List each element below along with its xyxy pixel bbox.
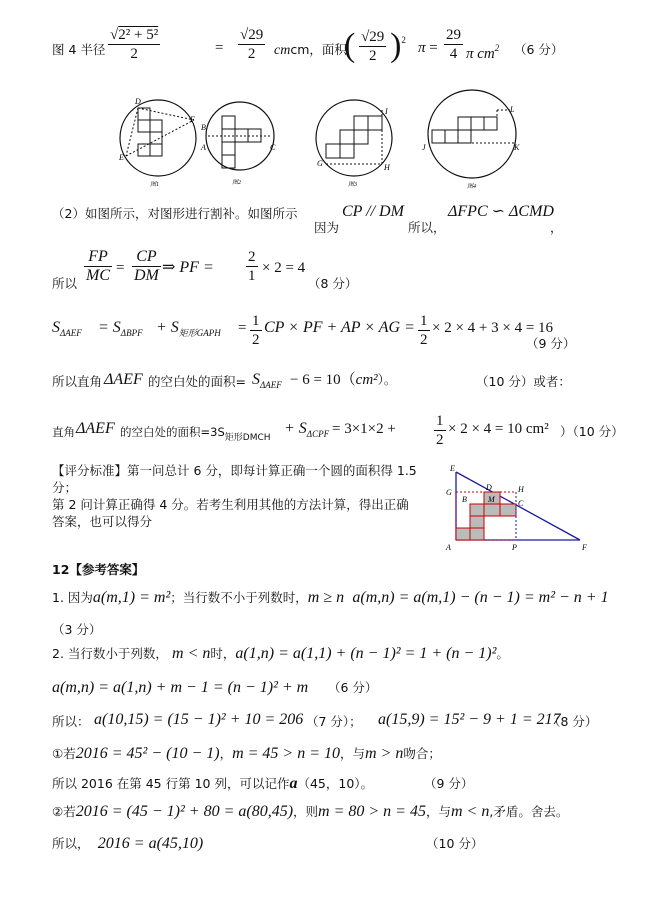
area-fraction: $\frac{29}{4}$ <box>446 27 461 62</box>
fig4-point-K: K <box>514 143 520 152</box>
q12-line2: 2. 当行数小于列数， m < n时，a(1,n) = a(1,1) + (n − 1)² = 1 + (n − 1)²。 <box>52 645 509 662</box>
score-10c: （10 分） <box>426 836 484 851</box>
fig1-point-D: D <box>135 97 141 106</box>
part2-similar: ΔFPC ∽ ΔCMD <box>448 203 554 220</box>
fig2-point-B: B <box>201 123 206 132</box>
tri-aef-alt: ΔAEF <box>76 420 115 437</box>
s-cpf: + $S_{\Delta CPF}$ <box>284 420 330 439</box>
two-one-fraction: $\frac{2}{1}$ <box>248 249 256 284</box>
pf-eq: = <box>116 260 125 276</box>
figure-3 <box>316 100 392 188</box>
s-eq2: = <box>238 320 247 336</box>
fig4-point-L: L <box>510 105 515 114</box>
tri-D: D <box>486 483 492 492</box>
blank-tail: − 6 = 10（cm²）。 <box>290 372 397 388</box>
cp-dm-fraction: $\frac{CP}{DM}$ <box>134 248 159 284</box>
tri-H: H <box>518 485 524 494</box>
pf-arrow: ⇒ PF = <box>162 259 214 276</box>
fig1-point-F: F <box>190 115 195 124</box>
q12-heading: 12【参考答案】 <box>52 562 145 577</box>
circle-figures <box>110 88 530 198</box>
s-aef-2: $S_{\Delta AEF}$ <box>252 371 282 390</box>
area-tail: π $cm^2$ <box>466 43 500 62</box>
fig3-point-G: G <box>317 159 323 168</box>
score-10a: （10 分）或者： <box>476 374 571 389</box>
q12-line8: 所以， 2016 = a(45,10) （10 分） <box>52 835 484 852</box>
radius-den: 2 <box>130 46 138 62</box>
radius-unit: cmcm，面积 <box>274 42 347 58</box>
score-3: （3 分） <box>52 622 102 637</box>
fig4-point-J: J <box>422 143 426 152</box>
fig2-point-C: C <box>270 143 276 152</box>
fig4-label: 图4 <box>467 184 477 190</box>
score-6b: （6 分） <box>328 680 378 695</box>
sqrt29-fraction: $\frac{√29}{2}$ <box>240 27 264 62</box>
scoring-criteria: 【评分标准】第一问总计 6 分，即每计算正确一个圆的面积得 1.5 分； 第 2 问计算正确得 4 分。若考生利用其他的方法计算，得出正确 答案，也可以得分 <box>52 463 417 529</box>
radius-prefix: 图 4 半径 <box>52 42 106 57</box>
fig1-label: 图1 <box>150 182 160 188</box>
fig1-point-E: E <box>119 153 124 162</box>
fig3-label: 图3 <box>348 182 358 188</box>
area-paren: ( $\frac{√29}{2}$ )$^2$ <box>344 26 406 64</box>
part2-because: 因为 <box>314 220 340 235</box>
radius-sqrt: √2² + 5² <box>110 27 159 43</box>
fig2-point-A: A <box>201 143 206 152</box>
fig3-point-I: I <box>385 107 388 116</box>
tri-E: E <box>450 464 455 473</box>
q12-line5: ①若2016 = 45² − (10 − 1)，m = 45 > n = 10，与m > n吻合； <box>52 745 441 762</box>
tri-aef: ΔAEF <box>104 371 143 388</box>
pi-eq: π = <box>418 40 438 56</box>
tri-A: A <box>446 543 451 552</box>
part2-comma: ， <box>550 220 563 235</box>
score-10b: ）（10 分） <box>560 424 624 439</box>
tri-F: F <box>582 543 587 552</box>
tri-M: M <box>488 495 495 504</box>
s-tail: × 2 × 4 + 3 × 4 = 16 <box>432 320 554 336</box>
score-6: （6 分） <box>514 42 564 57</box>
score-9: （9 分） <box>526 336 576 351</box>
tri-P: P <box>512 543 517 552</box>
pf-tail: × 2 = 4 <box>262 260 306 276</box>
score-8: （8 分） <box>308 276 358 291</box>
pf-so: 所以 <box>52 276 78 291</box>
q12-line6: 所以 2016 在第 45 行第 10 列，可以记作a（45，10）。 （9 分） <box>52 775 474 792</box>
s-bpf: = $S_{\Delta BPF}$ <box>98 319 143 338</box>
tri-C: C <box>518 499 524 508</box>
figure-4 <box>422 90 520 190</box>
tri-G: G <box>446 488 452 497</box>
fig2-label: 图2 <box>232 180 242 186</box>
tri-B: B <box>462 495 467 504</box>
figure-2 <box>200 102 276 186</box>
triangle-figure <box>444 464 594 554</box>
figure-1 <box>118 97 196 188</box>
fp-mc-fraction: $\frac{FP}{MC}$ <box>86 248 110 284</box>
q12-line1: 1. 因为a(m,1) = m²；当行数不小于列数时，m ≥ n a(m,n) = a(m,1) − (n − 1) = m² − n + 1 <box>52 589 609 606</box>
part2-so: 所以， <box>408 220 446 235</box>
half-fraction-1: $\frac{1}{2}$ <box>252 313 260 348</box>
part2-cond: CP // DM <box>342 203 404 220</box>
s-mid: CP × PF + AP × AG = <box>264 319 415 336</box>
q12-line3: a(m,n) = a(1,n) + m − 1 = (n − 1)² + m （6 分） <box>52 679 378 696</box>
part2-intro: （2）如图所示，对图形进行割补。如图所示 <box>52 206 298 221</box>
half-fraction-3: $\frac{1}{2}$ <box>436 413 444 448</box>
s-gaph: + $S_{矩形GAPH}$ <box>156 319 221 338</box>
s-aef: $S_{\Delta AEF}$ <box>52 319 82 338</box>
half-fraction-2: $\frac{1}{2}$ <box>420 313 428 348</box>
q12-line7: ②若2016 = (45 − 1)² + 80 = a(80,45)，则m = 80 > n = 45，与m < n,矛盾。舍去。 <box>52 803 569 820</box>
eq-sign: = <box>215 40 224 56</box>
fig3-point-H: H <box>384 163 390 172</box>
radius-fraction <box>108 26 160 63</box>
score-9b: （9 分） <box>424 776 474 791</box>
